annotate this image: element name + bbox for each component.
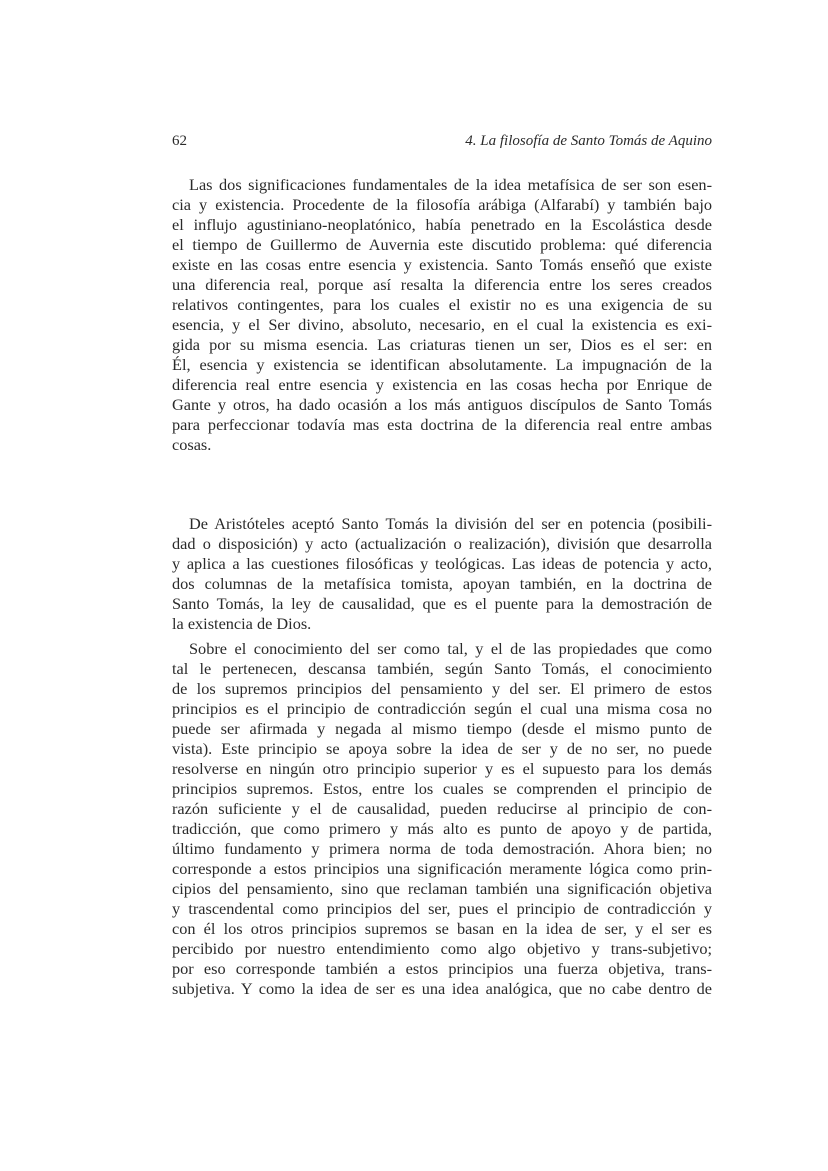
text-line: tal le pertenecen, descansa también, según Santo Tomás, el conocimiento bbox=[172, 659, 712, 678]
text-line: último fundamento y primera norma de toda demostración. Ahora bien; no bbox=[172, 839, 712, 858]
text-line: tradicción, que como primero y más alto es punto de apoyo y de partida, bbox=[172, 819, 712, 838]
paragraph-first-principles bbox=[172, 639, 712, 999]
text-line: el tiempo de Guillermo de Auvernia este discutido problema: qué diferencia bbox=[172, 235, 712, 254]
chapter-title: 4. La filosofía de Santo Tomás de Aquino bbox=[465, 133, 712, 149]
text-line: esencia, y el Ser divino, absoluto, necesario, en el cual la existencia es exi- bbox=[172, 315, 712, 334]
text-line: relativos contingentes, para los cuales el existir no es una exigencia de su bbox=[172, 295, 712, 314]
text-line: cipios del pensamiento, sino que reclaman también una significación objetiva bbox=[172, 879, 712, 898]
text-line: la existencia de Dios. bbox=[172, 614, 312, 633]
text-line: diferencia real entre esencia y existencia en las cosas hecha por Enrique de bbox=[172, 375, 712, 394]
text-line: para perfeccionar todavía mas esta doctrina de la diferencia real entre ambas bbox=[172, 415, 712, 434]
text-line: cia y existencia. Procedente de la filosofía arábiga (Alfarabí) y también bajo bbox=[172, 195, 712, 214]
text-line: y trascendental como principios del ser, pues el principio de contradicción y bbox=[172, 899, 712, 918]
paragraph-potency-act bbox=[172, 514, 712, 634]
text-line: vista). Este principio se apoya sobre la idea de ser y de no ser, no puede bbox=[172, 739, 712, 758]
text-line: el influjo agustiniano-neoplatónico, había penetrado en la Escolástica desde bbox=[172, 215, 712, 234]
text-line: Santo Tomás, la ley de causalidad, que es el puente para la demostración de bbox=[172, 594, 712, 613]
text-line: puede ser afirmada y negada al mismo tiempo (desde el mismo punto de bbox=[172, 719, 712, 738]
text-line: de los supremos principios del pensamiento y del ser. El primero de estos bbox=[172, 679, 712, 698]
text-line: Él, esencia y existencia se identifican absolutamente. La impugnación de la bbox=[172, 355, 712, 374]
text-line: percibido por nuestro entendimiento como algo objetivo y trans-subjetivo; bbox=[172, 939, 712, 958]
text-line: cosas. bbox=[172, 435, 212, 454]
text-line: con él los otros principios supremos se basan en la idea de ser, y el ser es bbox=[172, 919, 712, 938]
text-line: principios es el principio de contradicción según el cual una misma cosa no bbox=[172, 699, 712, 718]
text-line: gida por su misma esencia. Las criaturas tienen un ser, Dios es el ser: en bbox=[172, 335, 712, 354]
text-line: razón suficiente y el de causalidad, pueden reducirse al principio de con- bbox=[172, 799, 712, 818]
text-line: resolverse en ningún otro principio superior y es el supuesto para los demás bbox=[172, 759, 712, 778]
text-line: subjetiva. Y como la idea de ser es una idea analógica, que no cabe dentro de bbox=[172, 979, 712, 998]
text-line: Las dos significaciones fundamentales de la idea metafísica de ser son esen- bbox=[189, 175, 712, 194]
text-line: De Aristóteles aceptó Santo Tomás la división del ser en potencia (posibili- bbox=[189, 514, 712, 533]
text-line: Gante y otros, ha dado ocasión a los más antiguos discípulos de Santo Tomás bbox=[172, 395, 712, 414]
text-line: principios supremos. Estos, entre los cuales se comprenden el principio de bbox=[172, 779, 712, 798]
page-number: 62 bbox=[172, 133, 187, 149]
paragraph-essence-existence bbox=[172, 175, 712, 455]
text-line: dad o disposición) y acto (actualización o realización), división que desarrolla bbox=[172, 534, 712, 553]
text-line: dos columnas de la metafísica tomista, apoyan también, en la doctrina de bbox=[172, 574, 712, 593]
text-line: y aplica a las cuestiones filosóficas y teológicas. Las ideas de potencia y acto, bbox=[172, 554, 712, 573]
text-line: corresponde a estos principios una significación meramente lógica como prin- bbox=[172, 859, 712, 878]
text-line: por eso corresponde también a estos principios una fuerza objetiva, trans- bbox=[172, 959, 712, 978]
text-line: Sobre el conocimiento del ser como tal, y el de las propiedades que como bbox=[189, 639, 712, 658]
text-line: una diferencia real, porque así resalta la diferencia entre los seres creados bbox=[172, 275, 712, 294]
text-line: existe en las cosas entre esencia y existencia. Santo Tomás enseñó que existe bbox=[172, 255, 712, 274]
running-header bbox=[172, 133, 712, 153]
